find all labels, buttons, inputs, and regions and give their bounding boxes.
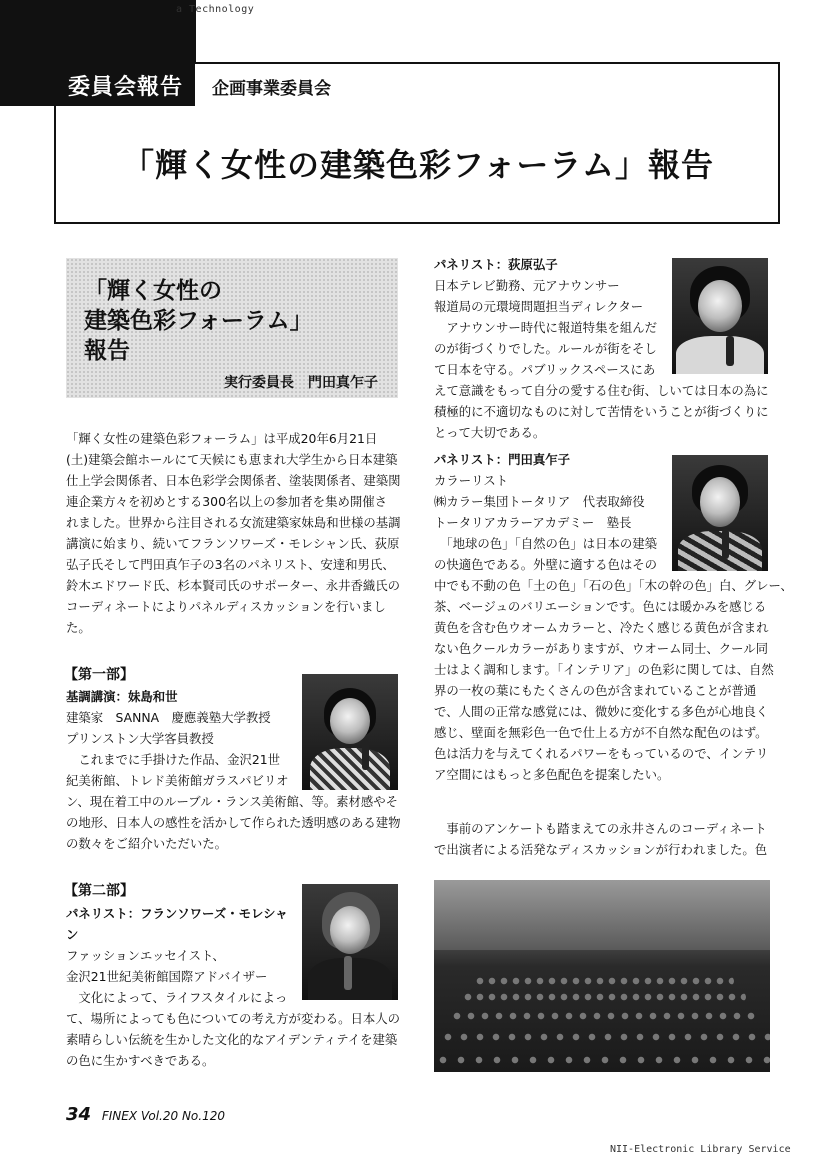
hagiwara-line: 日本テレビ勤務、元アナウンサー: [434, 278, 620, 293]
intro-line: (土)建築会館ホールにて天候にも恵まれ大学生から日本建築: [66, 452, 398, 467]
article-title-line: 報告: [84, 338, 130, 364]
kadota-line: 茶、ベージュのバリエーションです。色には暖かみを感じる: [434, 599, 767, 614]
part2-speaker: [66, 903, 306, 945]
part1-line: プリンストン大学客員教授: [66, 731, 214, 746]
committee-name: 企画事業委員会: [212, 79, 331, 99]
article-title: [84, 276, 313, 366]
intro-line: 仕上学会関係者、日本色彩学会関係者、塗装関係者、建築関: [66, 473, 401, 488]
part2-heading: 【第二部】: [64, 883, 134, 899]
part2-line: 文化によって、ライフスタイルによっ: [66, 990, 288, 1005]
hagiwara-line: えて意識をもって自分の愛する住む街、しいては日本の為に: [434, 383, 769, 398]
hagiwara-line: 報道局の元環境問題担当ディレクター: [434, 299, 644, 314]
kadota-line: 「地球の色」「自然の色」は日本の建築: [434, 536, 658, 551]
hagiwara-line: とって大切である。: [434, 425, 546, 440]
intro-line: 講演に始まり、続いてフランソワーズ・モレシャン氏、荻原: [66, 536, 400, 551]
part2-line: の色に生かすべきである。: [66, 1053, 215, 1068]
kadota-line: 界の一枚の葉にもたくさんの色が含まれていることが普通: [434, 683, 757, 698]
part2-line: て、場所によっても色についての考え方が変わる。日本人の: [66, 1011, 401, 1026]
kadota-line: の快適色である。外壁に適する色はその: [434, 557, 658, 572]
part2-speaker-line: パネリスト：フランソワーズ・モレシャ: [66, 906, 288, 921]
part2-speaker-line: ン: [66, 927, 79, 942]
intro-line: た。: [66, 620, 91, 635]
hagiwara-line: 積極的に不適切なものに対して苦情をいうことが街づくりに: [434, 404, 769, 419]
intro-line: 「輝く女性の建築色彩フォーラム」は平成20年6月21日: [66, 431, 378, 446]
audience-photo: [434, 880, 770, 1072]
kadota-photo: [672, 455, 768, 571]
article-title-line: 建築色彩フォーラム」: [84, 308, 313, 334]
hagiwara-line: アナウンサー時代に報道特集を組んだ: [434, 320, 658, 335]
part1-line: これまでに手掛けた作品、金沢21世: [66, 752, 281, 767]
kadota-line: 中でも不動の色「土の色」「石の色」「木の幹の色」白、グレー、: [434, 578, 793, 593]
kadota-line: ア空間にはもっと多色配色を提案したい。: [434, 767, 670, 782]
kadota-line: トータリアカラーアカデミー 塾長: [434, 515, 632, 530]
kadota-line: ない色クールカラーがありますが、ウオーム同士、クール同: [434, 641, 769, 656]
page-footer-left: [66, 1104, 225, 1125]
part2-line: 素晴らしい伝統を生かした文化的なアイデンティテイを建築: [66, 1032, 398, 1047]
headline: 「輝く女性の建築色彩フォーラム」報告: [121, 146, 715, 184]
intro-line: れました。世界から注目される女流建築家妹島和世様の基調: [66, 515, 401, 530]
kadota-line: ㈱カラー集団トータリア 代表取締役: [434, 494, 645, 509]
intro-line: コーディネートによりパネルディスカッションを行いまし: [66, 599, 386, 614]
hagiwara-line: のが街づくりでした。ルールが街をそし: [434, 341, 657, 356]
sejima-photo: [302, 674, 398, 790]
library-footer: NII-Electronic Library Service: [610, 1144, 791, 1155]
kadota-line: で、人間の正常な感覚には、微妙に変化する多色が心地良く: [434, 704, 769, 719]
part1-line: ン、現在着工中のルーブル・ランス美術館、等。素材感やそ: [66, 794, 399, 809]
intro-paragraph: [66, 428, 400, 638]
hagiwara-line: て日本を守る。パブリックスペースにあ: [434, 362, 656, 377]
article-author: 実行委員長 門田真乍子: [224, 375, 378, 391]
hagiwara-label: パネリスト：荻原弘子: [434, 257, 558, 272]
part1-line: 紀美術館、トレド美術館ガラスパビリオ: [66, 773, 289, 788]
part1-line: 建築家 SANNA 慶應義塾大学教授: [66, 710, 271, 725]
part1-heading: 【第一部】: [64, 667, 134, 683]
journal-name: FINEX Vol.20 No.120: [101, 1109, 225, 1123]
closing-paragraph: [434, 818, 770, 860]
intro-line: 連企業方々を初めとする300名以上の参加者を集め開催さ: [66, 494, 388, 509]
kadota-line: カラーリスト: [434, 473, 509, 488]
kadota-line: 色は活力を与えてくれるパワーをもっているので、インテリ: [434, 746, 769, 761]
intro-line: 弘子氏そして門田真乍子の3名のパネリスト、安達和男氏、: [66, 557, 395, 572]
part2-line: 金沢21世紀美術館国際アドバイザー: [66, 969, 268, 984]
kadota-line: 士はよく調和します。「インテリア」の色彩に関しては、自然: [434, 662, 774, 677]
page-number: 34: [66, 1104, 92, 1125]
part2-line: ファッションエッセイスト、: [66, 948, 225, 963]
part1-speaker: 基調講演：妹島和世: [66, 689, 178, 704]
part1-line: の地形、日本人の感性を活かして作られた透明感のある建物: [66, 815, 401, 830]
hagiwara-photo: [672, 258, 768, 374]
section-badge: 委員会報告: [56, 64, 195, 106]
morechand-photo: [302, 884, 398, 1000]
kadota-line: 黄色を含む色ウオームカラーと、冷たく感じる黄色が含まれ: [434, 620, 769, 635]
kadota-line: 感じ、壁面を無彩色一色で仕上る方が不自然な配色のはず。: [434, 725, 768, 740]
kadota-label: パネリスト：門田真乍子: [434, 452, 571, 467]
article-title-line: 「輝く女性の: [84, 278, 222, 304]
running-header: a Technology: [176, 4, 255, 15]
closing-line: で出演者による活発なディスカッションが行われました。色: [434, 842, 768, 857]
part1-line: の数々をご紹介いただいた。: [66, 836, 228, 851]
closing-line: 事前のアンケートも踏まえての永井さんのコーディネート: [434, 821, 767, 836]
intro-line: 鈴木エドワード氏、杉本賢司氏のサポーター、永井香織氏の: [66, 578, 401, 593]
